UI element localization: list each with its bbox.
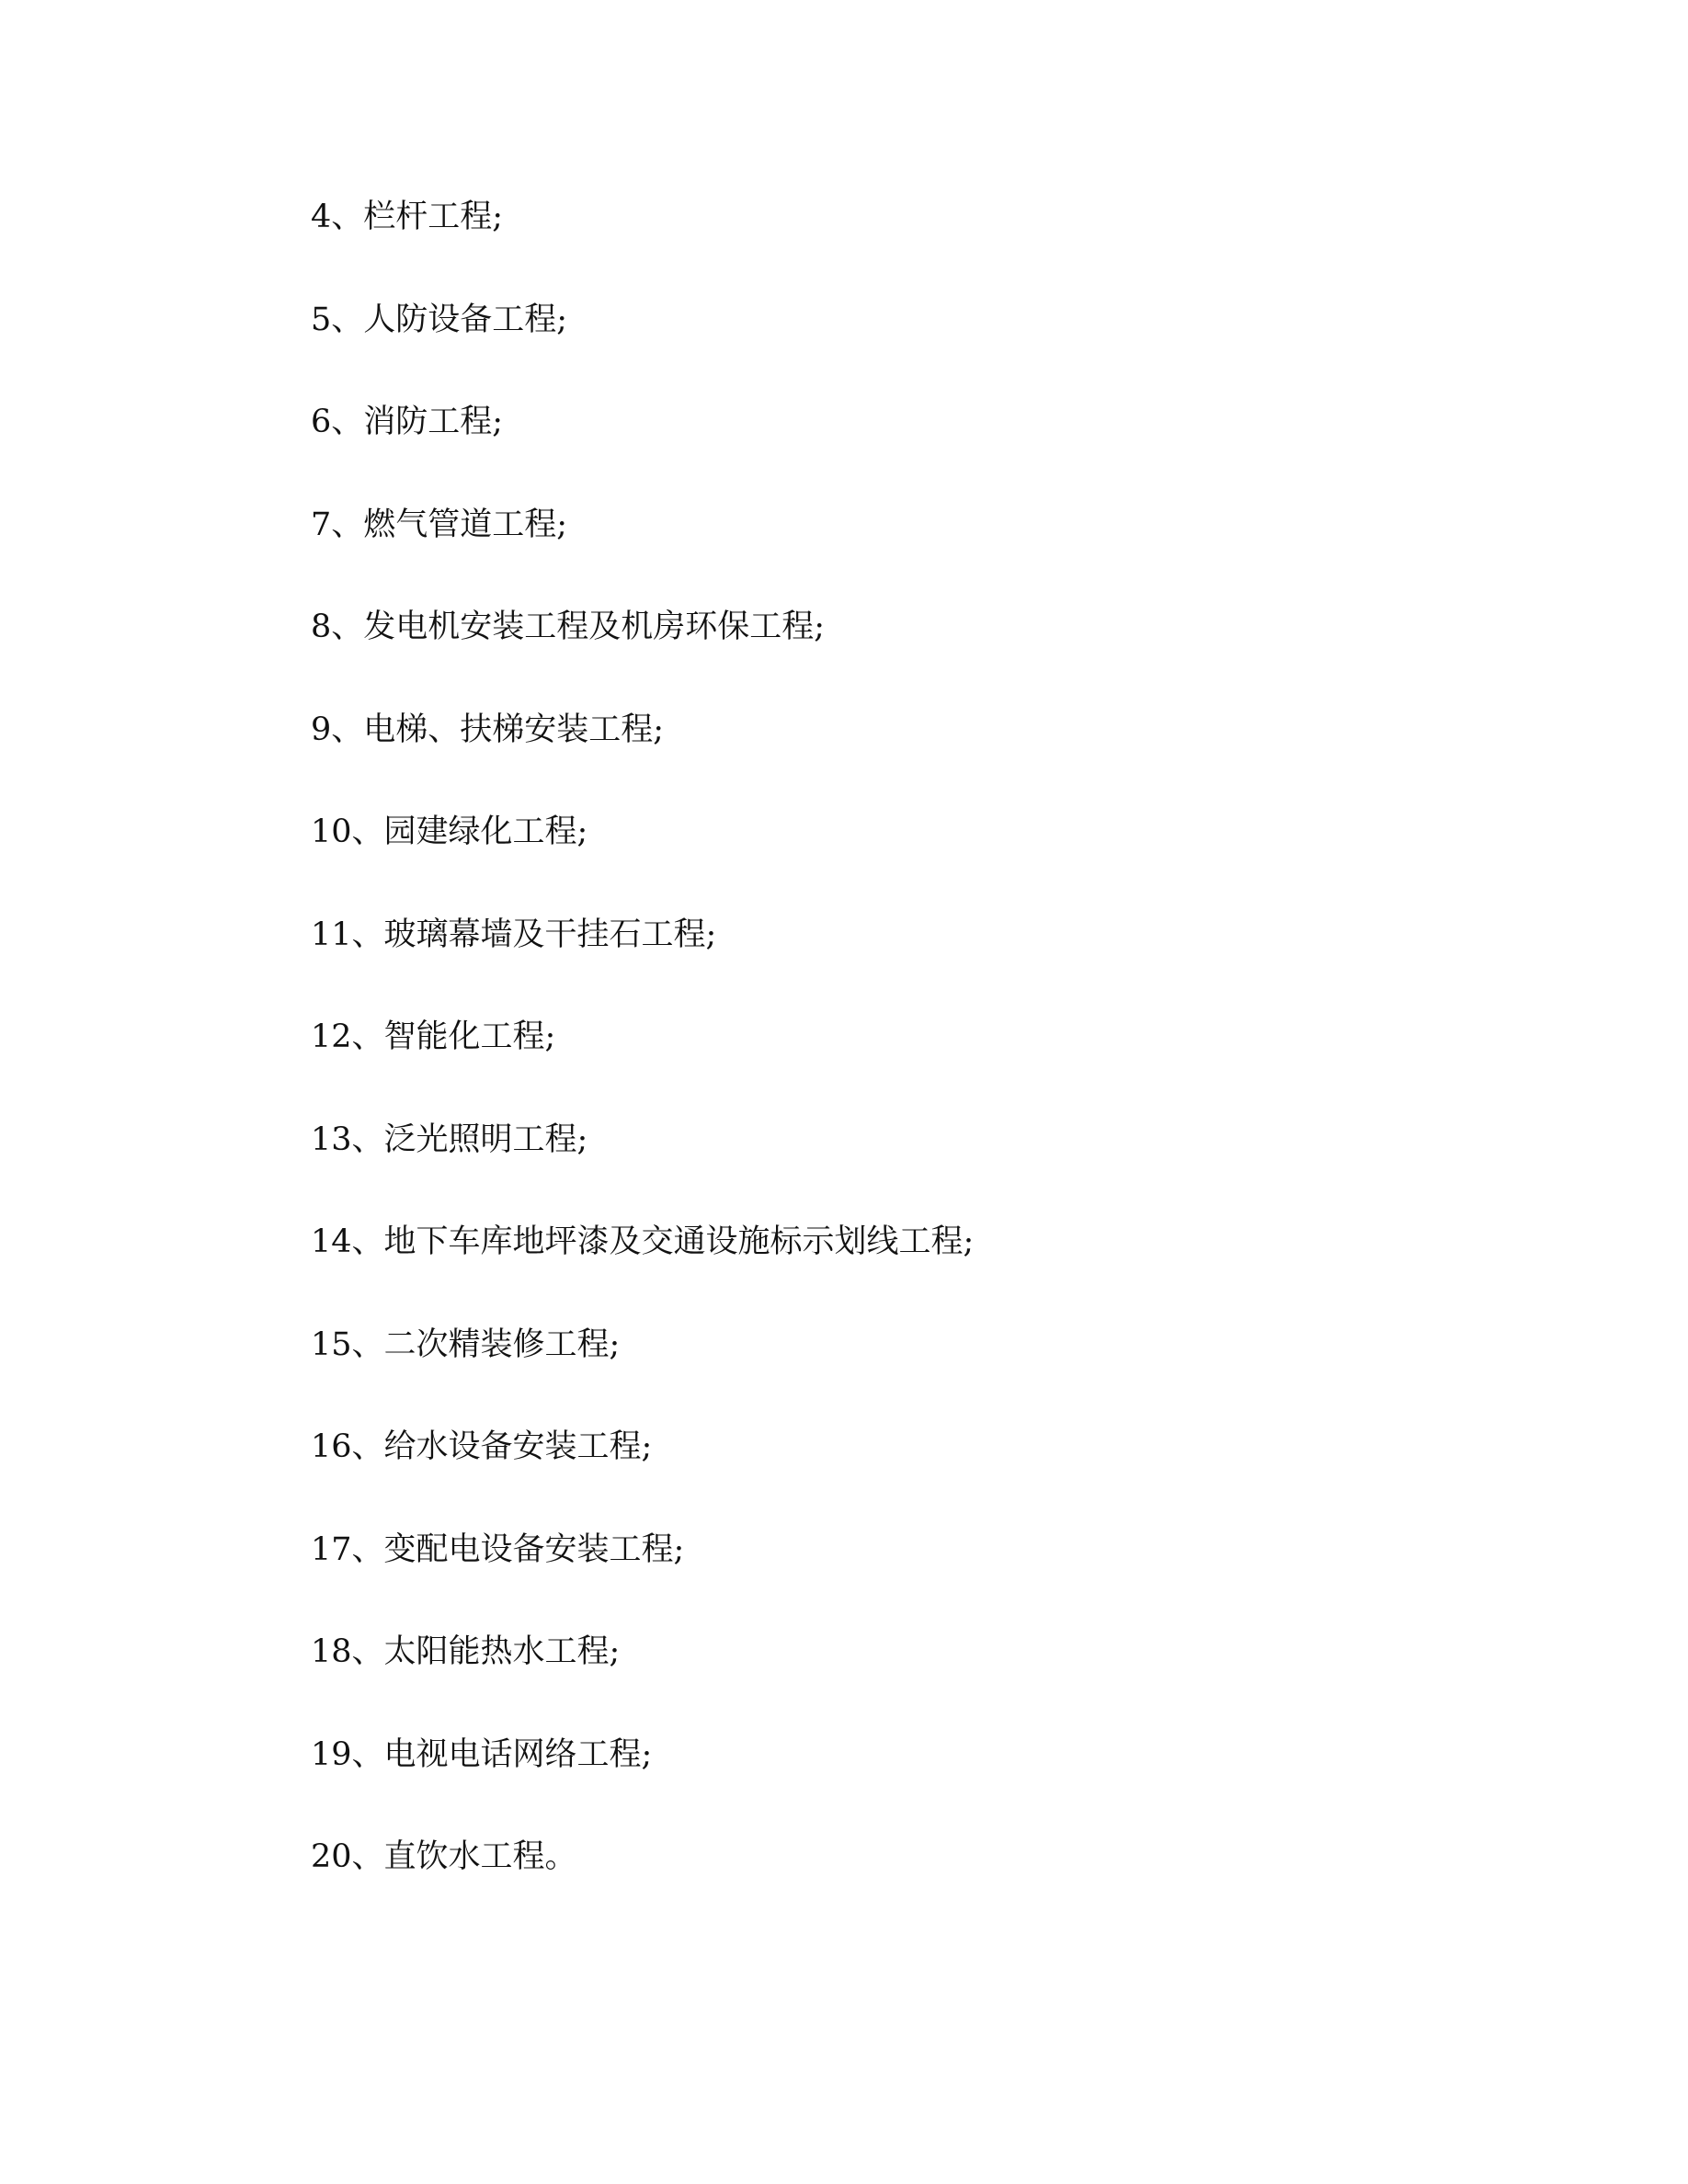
list-item: 10、园建绿化工程; [311,813,588,850]
list-item: 19、电视电话网络工程; [311,1735,653,1773]
list-item: 17、变配电设备安装工程; [311,1530,685,1568]
list-item: 20、直饮水工程。 [311,1838,577,1875]
list-item: 5、人防设备工程; [311,301,568,338]
list-item: 18、太阳能热水工程; [311,1633,621,1670]
list-item: 13、泛光照明工程; [311,1120,588,1158]
list-item: 8、发电机安装工程及机房环保工程; [311,609,826,645]
list-item: 6、消防工程; [311,404,504,440]
list-item: 12、智能化工程; [311,1018,556,1055]
list-item: 14、地下车库地坪漆及交通设施标示划线工程; [311,1223,975,1260]
list-item: 16、给水设备安装工程; [311,1428,653,1465]
list-item: 4、栏杆工程; [311,199,504,235]
list-item: 9、电梯、扶梯安装工程; [311,711,665,748]
list-item: 11、玻璃幕墙及干挂石工程; [311,916,717,953]
list-item: 15、二次精装修工程; [311,1325,621,1363]
project-item-list [311,189,974,1932]
list-item: 7、燃气管道工程; [311,506,568,543]
